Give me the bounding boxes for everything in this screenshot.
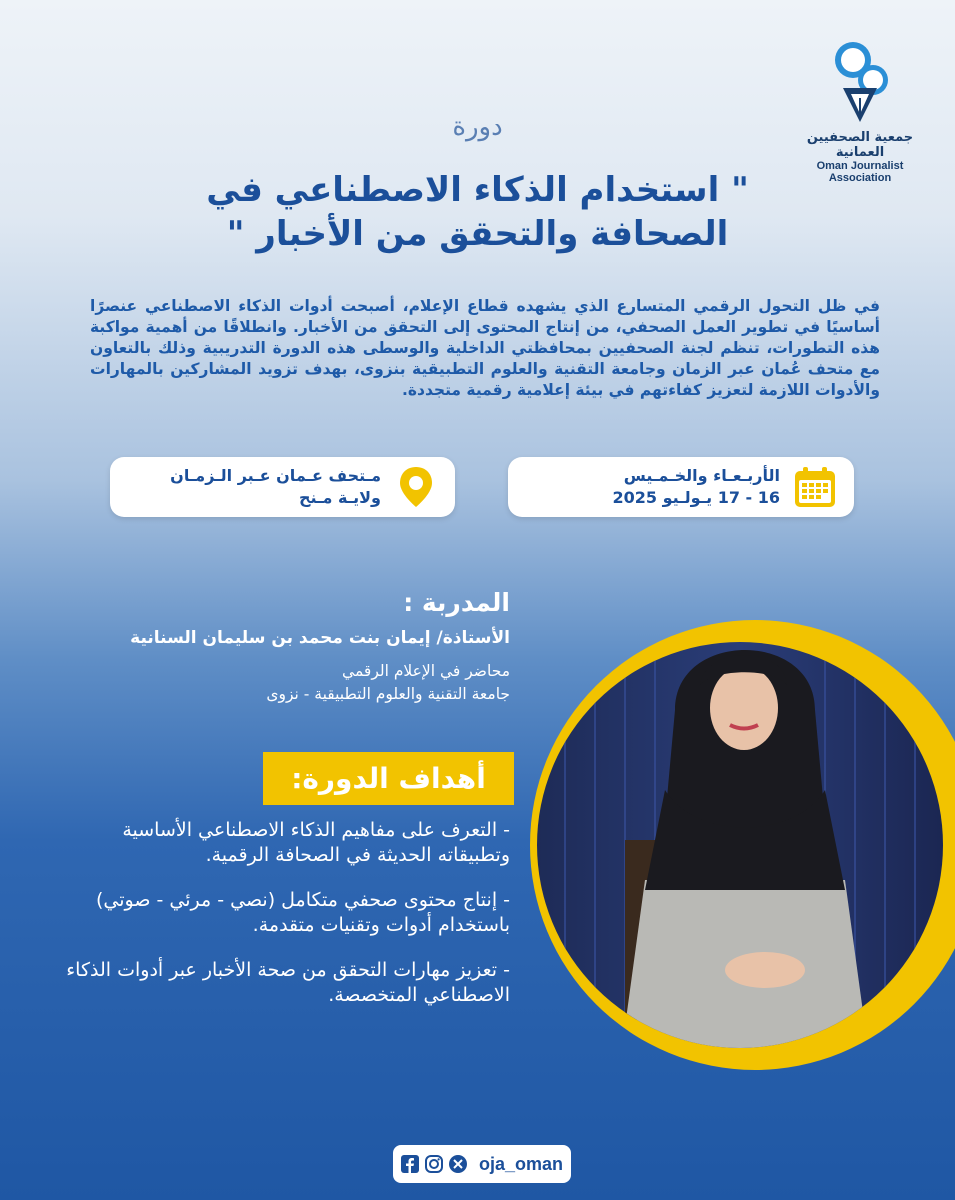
event-days: الأربـعـاء والخـمـيس bbox=[623, 466, 780, 485]
location-card bbox=[110, 457, 455, 517]
social-bar[interactable] bbox=[393, 1145, 571, 1183]
goals-heading: أهداف الدورة: bbox=[291, 762, 486, 795]
calendar-icon bbox=[792, 464, 838, 510]
facebook-icon[interactable] bbox=[401, 1155, 419, 1173]
date-card bbox=[508, 457, 854, 517]
logo-arabic-name: جمعية الصحفيين العمانية bbox=[806, 130, 914, 160]
location-pin-icon bbox=[393, 464, 439, 510]
social-handle[interactable]: oja_oman bbox=[478, 1153, 564, 1174]
course-title bbox=[0, 168, 955, 256]
location-card-text bbox=[126, 465, 381, 509]
event-dates: 16 - 17 يـولـيو 2025 bbox=[612, 488, 780, 507]
trainer-role: محاضر في الإعلام الرقمي bbox=[342, 662, 510, 680]
trainer-name: الأستاذة/ إيمان بنت محمد بن سليمان السنانية bbox=[130, 628, 510, 648]
goal-item: - التعرف على مفاهيم الذكاء الاصطناعي الأساسية وتطبيقاته الحديثة في الصحافة الرقمية. bbox=[122, 819, 510, 866]
course-title-line1: " استخدام الذكاء الاصطناعي في bbox=[206, 170, 749, 210]
event-venue: مـتحف عـمان عـبر الـزمـان bbox=[170, 466, 381, 485]
logo-english-name: Oman Journalist Association bbox=[816, 160, 904, 184]
instagram-icon[interactable] bbox=[425, 1155, 443, 1173]
trainer-heading: المدربة : bbox=[403, 588, 510, 617]
event-wilaya: ولايـة مـنح bbox=[298, 488, 381, 507]
course-kicker: دورة bbox=[452, 112, 503, 142]
goals-list bbox=[50, 818, 510, 1028]
trainer-university: جامعة التقنية والعلوم التطبيقية - نزوى bbox=[266, 685, 510, 703]
course-title-line2: الصحافة والتحقق من الأخبار " bbox=[226, 214, 729, 254]
date-card-text bbox=[524, 465, 780, 509]
intro-paragraph: في ظل التحول الرقمي المتسارع الذي يشهده قطاع الإعلام، أصبحت أدوات الذكاء الاصطناعي عنصرًا أساسيًا في تطوير العمل الصحفي، من إنتاج المحتوى إلى التحقق من الأخبار. وانطلاقًا من أهمية مواكبة هذه التطورات، تنظم لجنة الصحفيين بمحافظتي الداخلية والوسطى هذه الدورة التدريبية وذلك بالتعاون مع متحف عُمان عبر الزمان وجامعة التقنية والعلوم التطبيقية بنزوى، بهدف تزويد المشاركين بالمهارات والأدوات اللازمة لتعزيز كفاءتهم في بيئة إعلامية رقمية متجددة. bbox=[90, 297, 880, 399]
trainer-photo bbox=[525, 590, 955, 1100]
goal-item: - إنتاج محتوى صحفي متكامل (نصي - مرئي - صوتي) باستخدام أدوات وتقنيات متقدمة. bbox=[95, 889, 510, 936]
x-icon[interactable] bbox=[449, 1155, 467, 1173]
goal-item: - تعزيز مهارات التحقق من صحة الأخبار عبر أدوات الذكاء الاصطناعي المتخصصة. bbox=[66, 959, 510, 1006]
